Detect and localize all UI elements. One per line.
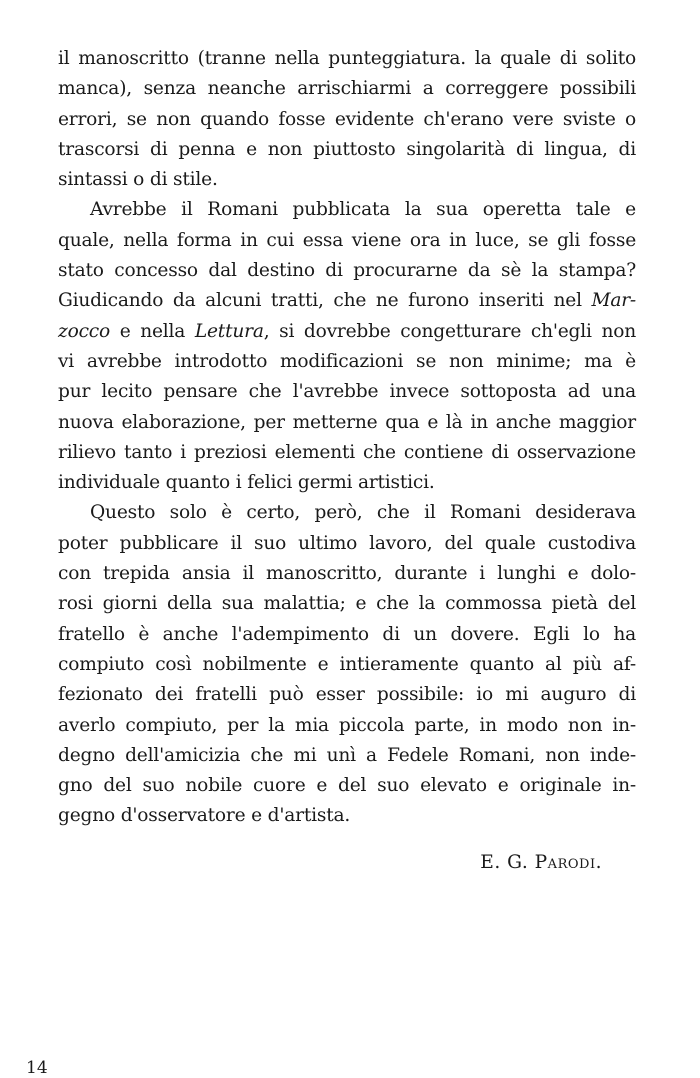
page-number: 14 xyxy=(26,1058,48,1078)
text-line: gno del suo nobile cuore e del suo elevato e originale in- xyxy=(58,775,636,797)
text-line: degno dell'amicizia che mi unì a Fedele Romani, non inde- xyxy=(58,744,636,766)
text-line: pur lecito pensare che l'avrebbe invece sottoposta ad una xyxy=(58,381,636,403)
italic-title: Lettura xyxy=(194,320,264,342)
author-surname: Parodi. xyxy=(534,852,602,873)
text-line: con trepida ansia il manoscritto, durante i lunghi e dolo- xyxy=(58,563,636,585)
author-signature: E. G. Parodi. xyxy=(480,852,602,873)
text-line: errori, se non quando fosse evidente ch'erano vere sviste o xyxy=(58,108,636,130)
text-line: Questo solo è certo, però, che il Romani desiderava xyxy=(90,502,636,524)
text-line: rilievo tanto i preziosi elementi che contiene di osservazione xyxy=(58,441,636,463)
text-line: manca), senza neanche arrischiarmi a correggere possibili xyxy=(58,78,636,100)
paragraph-1 xyxy=(58,44,636,195)
text-line: fezionato dei fratelli può esser possibile: io mi auguro di xyxy=(58,684,636,706)
text-line: vi avrebbe introdotto modificazioni se non minime; ma è xyxy=(58,350,636,372)
text-line: individuale quanto i felici germi artistici. xyxy=(58,472,435,494)
text-line: sintassi o di stile. xyxy=(58,169,218,191)
text-line: zocco e nella Lettura, si dovrebbe congetturare ch'egli non xyxy=(58,320,636,342)
text-line: rosi giorni della sua malattia; e che la commossa pietà del xyxy=(58,593,636,615)
text-line: averlo compiuto, per la mia piccola parte, in modo non in- xyxy=(58,714,636,736)
paragraph-3 xyxy=(58,498,636,831)
text-line: il manoscritto (tranne nella punteggiatura. la quale di solito xyxy=(58,48,636,69)
italic-title: Mar- xyxy=(591,290,636,312)
text-line: quale, nella forma in cui essa viene ora in luce, se gli fosse xyxy=(58,229,636,251)
italic-title: zocco xyxy=(58,320,111,342)
text-line: Giudicando da alcuni tratti, che ne furono inseriti nel Mar- xyxy=(58,290,636,312)
text-line: trascorsi di penna e non piuttosto singolarità di lingua, di xyxy=(58,138,636,160)
text-line: fratello è anche l'adempimento di un dovere. Egli lo ha xyxy=(58,623,636,645)
paragraph-2 xyxy=(58,195,636,498)
text-line: stato concesso dal destino di procurarne da sè la stampa? xyxy=(58,260,636,282)
text-line: compiuto così nobilmente e intieramente quanto al più af- xyxy=(58,653,636,675)
body-text xyxy=(58,44,636,832)
text-line: gegno d'osservatore e d'artista. xyxy=(58,805,351,827)
text-line: poter pubblicare il suo ultimo lavoro, del quale custodiva xyxy=(58,532,636,554)
text-line: nuova elaborazione, per metterne qua e là in anche maggior xyxy=(58,411,636,433)
text-line: Avrebbe il Romani pubblicata la sua operetta tale e xyxy=(90,199,636,221)
